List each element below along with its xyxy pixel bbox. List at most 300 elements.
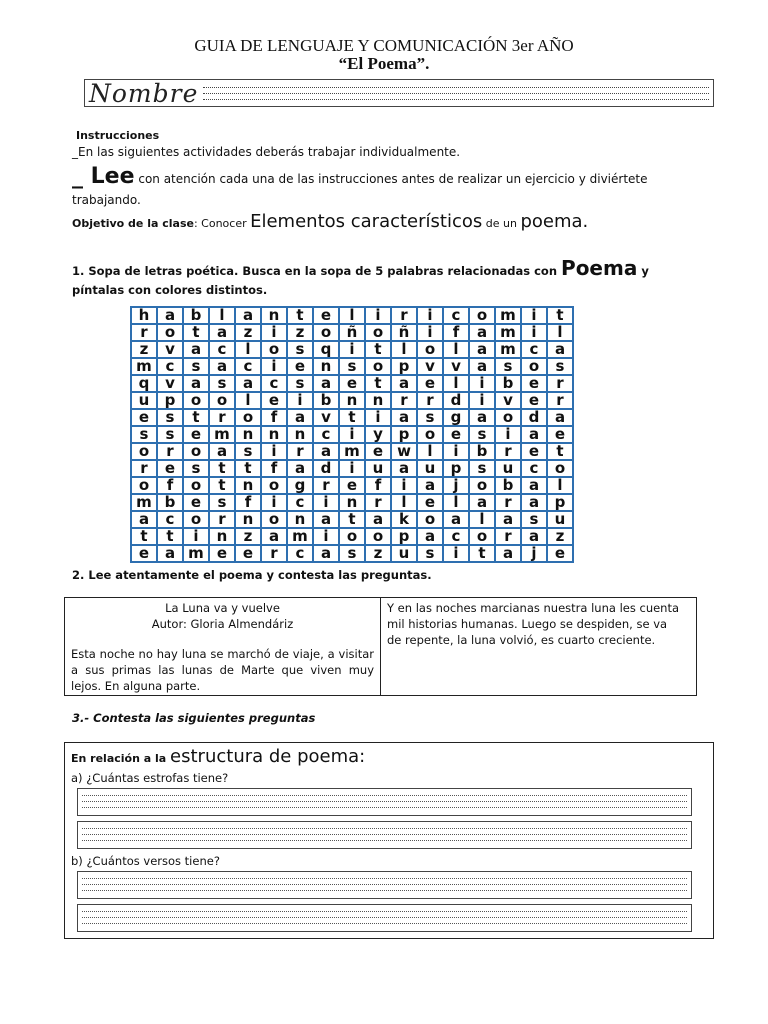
grid-cell[interactable]: s [157,409,183,426]
grid-cell[interactable]: a [469,409,495,426]
grid-cell[interactable]: m [131,358,157,375]
poem-author: Autor: Gloria Almendáriz [151,617,294,631]
grid-cell[interactable]: r [209,409,235,426]
grid-cell[interactable]: r [495,494,521,511]
grid-cell[interactable]: e [521,375,547,392]
grid-cell[interactable]: o [365,528,391,545]
grid-cell[interactable]: n [365,392,391,409]
grid-cell[interactable]: g [287,477,313,494]
grid-cell[interactable]: e [417,375,443,392]
name-label: Nombre [89,79,199,108]
grid-cell[interactable]: a [469,341,495,358]
grid-cell[interactable]: z [287,324,313,341]
grid-cell[interactable]: j [443,477,469,494]
grid-cell[interactable]: m [209,426,235,443]
poem-left-column [65,598,381,695]
grid-cell[interactable]: n [235,511,261,528]
grid-cell[interactable]: o [469,477,495,494]
grid-cell[interactable]: o [313,324,339,341]
grid-cell[interactable]: t [339,409,365,426]
grid-cell[interactable]: a [521,528,547,545]
grid-cell[interactable]: h [131,307,157,324]
grid-cell[interactable]: n [339,392,365,409]
name-field[interactable] [84,79,714,107]
grid-cell[interactable]: d [521,409,547,426]
grid-row [131,545,573,562]
grid-cell[interactable]: t [131,528,157,545]
grid-cell[interactable]: e [131,409,157,426]
grid-cell[interactable]: o [183,511,209,528]
grid-cell[interactable]: e [261,392,287,409]
grid-cell[interactable]: z [131,341,157,358]
grid-cell[interactable]: t [469,545,495,562]
grid-cell[interactable]: s [339,545,365,562]
grid-cell[interactable]: r [391,392,417,409]
grid-cell[interactable]: k [391,511,417,528]
grid-cell[interactable]: n [261,307,287,324]
answer-line [82,795,687,796]
grid-cell[interactable]: e [157,460,183,477]
word-search-grid [130,306,574,563]
answer-line [82,884,687,885]
objective-colon: : Conocer [193,217,251,230]
question-b: b) ¿Cuántos versos tiene? [71,854,220,868]
grid-cell[interactable]: i [391,477,417,494]
lee-word: _ Lee [72,164,135,189]
grid-cell[interactable]: e [131,545,157,562]
grid-cell[interactable]: l [443,494,469,511]
answer-b-field-1[interactable] [77,871,692,899]
grid-cell[interactable]: i [313,494,339,511]
grid-row [131,477,573,494]
grid-cell[interactable]: s [521,511,547,528]
grid-cell[interactable]: s [235,443,261,460]
grid-cell[interactable]: n [287,426,313,443]
grid-cell[interactable]: i [443,545,469,562]
grid-cell[interactable]: s [209,375,235,392]
grid-cell[interactable]: s [287,375,313,392]
grid-cell[interactable]: a [417,477,443,494]
grid-cell[interactable]: c [443,307,469,324]
grid-cell[interactable]: t [183,409,209,426]
grid-cell[interactable]: e [183,494,209,511]
grid-cell[interactable]: s [339,358,365,375]
grid-cell[interactable]: a [547,409,573,426]
grid-cell[interactable]: o [495,409,521,426]
grid-cell[interactable]: t [547,443,573,460]
grid-cell[interactable]: e [547,545,573,562]
grid-cell[interactable]: g [443,409,469,426]
grid-cell[interactable]: n [235,426,261,443]
grid-cell[interactable]: j [521,545,547,562]
grid-cell[interactable]: z [235,324,261,341]
grid-cell[interactable]: r [157,443,183,460]
grid-cell[interactable]: t [209,477,235,494]
grid-cell[interactable]: d [313,460,339,477]
grid-cell[interactable]: i [469,375,495,392]
answer-a-field-1[interactable] [77,788,692,816]
grid-cell[interactable]: c [287,545,313,562]
grid-cell[interactable]: o [261,511,287,528]
objective-label: Objetivo de la clase [72,217,194,230]
task2-heading: 2. Lee atentamente el poema y contesta las preguntas. [72,568,432,582]
grid-cell[interactable]: a [183,375,209,392]
grid-cell[interactable]: e [209,545,235,562]
grid-cell[interactable]: v [157,375,183,392]
grid-cell[interactable]: c [209,341,235,358]
grid-cell[interactable]: s [547,358,573,375]
grid-cell[interactable]: t [209,460,235,477]
answer-line [82,890,687,891]
grid-cell[interactable]: s [417,409,443,426]
grid-cell[interactable]: q [313,341,339,358]
grid-cell[interactable]: l [209,307,235,324]
grid-cell[interactable]: o [131,443,157,460]
grid-row [131,307,573,324]
grid-cell[interactable]: t [287,307,313,324]
grid-cell[interactable]: a [313,511,339,528]
grid-cell[interactable]: r [261,545,287,562]
grid-cell[interactable]: i [287,392,313,409]
grid-cell[interactable]: a [235,375,261,392]
grid-cell[interactable]: l [235,392,261,409]
answer-line [82,801,687,802]
grid-cell[interactable]: i [365,307,391,324]
grid-cell[interactable]: n [287,511,313,528]
name-writing-line [203,93,709,94]
grid-cell[interactable]: a [391,409,417,426]
objective-line [72,211,588,232]
grid-cell[interactable]: e [287,358,313,375]
grid-cell[interactable]: a [209,443,235,460]
task1-big-word: Poema [561,256,638,280]
grid-cell[interactable]: a [313,375,339,392]
grid-cell[interactable]: a [417,528,443,545]
grid-cell[interactable]: l [469,511,495,528]
grid-cell[interactable]: o [417,426,443,443]
grid-cell[interactable]: o [183,443,209,460]
grid-cell[interactable]: v [495,392,521,409]
grid-cell[interactable]: i [261,443,287,460]
grid-cell[interactable]: o [261,341,287,358]
grid-cell[interactable]: f [365,477,391,494]
grid-cell[interactable]: c [157,358,183,375]
grid-cell[interactable]: r [131,460,157,477]
grid-cell[interactable]: a [469,494,495,511]
grid-cell[interactable]: i [521,307,547,324]
grid-cell[interactable]: z [365,545,391,562]
grid-cell[interactable]: i [261,358,287,375]
answer-line [82,807,687,808]
grid-cell[interactable]: i [261,324,287,341]
question-a: a) ¿Cuántas estrofas tiene? [71,771,229,785]
grid-cell[interactable]: r [547,375,573,392]
grid-cell[interactable]: n [235,477,261,494]
grid-cell[interactable]: u [131,392,157,409]
grid-cell[interactable]: y [365,426,391,443]
grid-cell[interactable]: o [339,528,365,545]
grid-cell[interactable]: a [391,460,417,477]
grid-cell[interactable]: e [235,545,261,562]
grid-cell[interactable]: r [495,443,521,460]
grid-cell[interactable]: i [339,460,365,477]
grid-cell[interactable]: e [521,392,547,409]
grid-cell[interactable]: r [547,392,573,409]
grid-cell[interactable]: r [365,494,391,511]
grid-cell[interactable]: a [287,460,313,477]
grid-cell[interactable]: u [547,511,573,528]
grid-cell[interactable]: f [235,494,261,511]
grid-cell[interactable]: l [235,341,261,358]
grid-cell[interactable]: o [209,392,235,409]
grid-cell[interactable]: o [469,528,495,545]
grid-cell[interactable]: f [261,460,287,477]
grid-cell[interactable]: s [183,358,209,375]
grid-cell[interactable]: ñ [339,324,365,341]
grid-cell[interactable]: e [183,426,209,443]
answer-line [82,834,687,835]
grid-cell[interactable]: n [261,426,287,443]
grid-cell[interactable]: i [261,494,287,511]
grid-cell[interactable]: s [183,460,209,477]
grid-cell[interactable]: m [183,545,209,562]
grid-cell[interactable]: a [261,528,287,545]
grid-cell[interactable]: f [443,324,469,341]
grid-cell[interactable]: s [495,358,521,375]
grid-cell[interactable]: i [339,341,365,358]
grid-cell[interactable]: i [417,307,443,324]
grid-cell[interactable]: a [183,341,209,358]
grid-cell[interactable]: v [313,409,339,426]
grid-cell[interactable]: q [131,375,157,392]
poem-right-column [381,598,691,695]
grid-cell[interactable]: e [521,443,547,460]
grid-cell[interactable]: r [313,477,339,494]
grid-cell[interactable]: v [417,358,443,375]
grid-cell[interactable]: o [365,358,391,375]
grid-cell[interactable]: e [365,443,391,460]
grid-cell[interactable]: i [183,528,209,545]
grid-cell[interactable]: s [287,341,313,358]
grid-cell[interactable]: l [443,375,469,392]
grid-cell[interactable]: r [495,528,521,545]
grid-cell[interactable]: c [157,511,183,528]
grid-cell[interactable]: a [495,511,521,528]
grid-cell[interactable]: b [157,494,183,511]
grid-cell[interactable]: a [209,324,235,341]
grid-cell[interactable]: o [183,392,209,409]
grid-cell[interactable]: m [287,528,313,545]
grid-cell[interactable]: o [469,307,495,324]
grid-cell[interactable]: n [313,358,339,375]
grid-cell[interactable]: a [547,341,573,358]
grid-cell[interactable]: w [391,443,417,460]
grid-cell[interactable]: z [235,528,261,545]
objective-mid: de un [482,217,521,230]
grid-cell[interactable]: c [313,426,339,443]
grid-cell[interactable]: m [131,494,157,511]
grid-cell[interactable]: c [521,341,547,358]
grid-cell[interactable]: s [131,426,157,443]
grid-cell[interactable]: a [495,545,521,562]
grid-cell[interactable]: i [417,324,443,341]
grid-cell[interactable]: f [261,409,287,426]
task3-heading: 3.- Contesta las siguientes preguntas [72,711,316,725]
poem-title: La Luna va y vuelve [165,601,280,615]
grid-cell[interactable]: b [495,375,521,392]
grid-cell[interactable]: t [157,528,183,545]
grid-cell[interactable]: e [417,494,443,511]
structure-intro [71,746,365,767]
grid-row [131,426,573,443]
grid-cell[interactable]: m [495,307,521,324]
grid-cell[interactable]: e [339,375,365,392]
grid-cell[interactable]: o [417,511,443,528]
grid-cell[interactable]: s [157,426,183,443]
grid-cell[interactable]: p [391,426,417,443]
grid-cell[interactable]: ñ [391,324,417,341]
grid-cell[interactable]: a [235,307,261,324]
grid-cell[interactable]: a [521,477,547,494]
grid-cell[interactable]: n [339,494,365,511]
grid-cell[interactable]: u [391,545,417,562]
grid-cell[interactable]: a [391,375,417,392]
grid-cell[interactable]: a [157,307,183,324]
answer-a-field-2[interactable] [77,821,692,849]
grid-row [131,528,573,545]
grid-cell[interactable]: e [313,307,339,324]
grid-cell[interactable]: a [521,426,547,443]
grid-cell[interactable]: c [443,528,469,545]
grid-cell[interactable]: b [183,307,209,324]
grid-cell[interactable]: b [313,392,339,409]
grid-cell[interactable]: d [443,392,469,409]
grid-cell[interactable]: i [313,528,339,545]
grid-cell[interactable]: a [443,511,469,528]
grid-cell[interactable]: r [417,392,443,409]
grid-cell[interactable]: l [339,307,365,324]
grid-cell[interactable]: c [261,375,287,392]
grid-cell[interactable]: b [469,443,495,460]
grid-cell[interactable]: a [157,545,183,562]
grid-cell[interactable]: a [521,494,547,511]
grid-cell[interactable]: s [469,460,495,477]
grid-cell[interactable]: s [469,426,495,443]
grid-cell[interactable]: l [417,443,443,460]
grid-cell[interactable]: t [183,324,209,341]
grid-cell[interactable]: u [365,460,391,477]
grid-cell[interactable]: o [365,324,391,341]
grid-row [131,324,573,341]
grid-cell[interactable]: o [157,324,183,341]
task1-instruction [72,256,712,280]
grid-cell[interactable]: t [235,460,261,477]
grid-cell[interactable]: t [547,307,573,324]
grid-cell[interactable]: t [365,341,391,358]
grid-cell[interactable]: l [391,494,417,511]
grid-cell[interactable]: m [495,324,521,341]
grid-cell[interactable]: i [443,443,469,460]
grid-cell[interactable]: m [339,443,365,460]
grid-cell[interactable]: o [235,409,261,426]
grid-cell[interactable]: p [391,358,417,375]
grid-cell[interactable]: c [287,494,313,511]
task1-instruction-cont: píntalas con colores distintos. [72,283,268,297]
grid-cell[interactable]: o [131,477,157,494]
grid-cell[interactable]: i [365,409,391,426]
grid-cell[interactable]: u [495,460,521,477]
grid-cell[interactable]: a [469,324,495,341]
grid-cell[interactable]: a [209,358,235,375]
grid-row [131,460,573,477]
grid-cell[interactable]: a [313,443,339,460]
lee-instruction [72,164,712,189]
grid-cell[interactable]: r [209,511,235,528]
grid-cell[interactable]: a [287,409,313,426]
grid-cell[interactable]: l [547,477,573,494]
grid-cell[interactable]: r [287,443,313,460]
grid-cell[interactable]: s [209,494,235,511]
grid-cell[interactable]: l [443,341,469,358]
grid-cell[interactable]: t [365,375,391,392]
answer-line [82,917,687,918]
poem-box [64,597,697,696]
name-writing-line [203,87,709,88]
grid-cell[interactable]: o [417,341,443,358]
grid-cell[interactable]: i [339,426,365,443]
grid-cell[interactable]: c [521,460,547,477]
grid-cell[interactable]: o [547,460,573,477]
grid-cell[interactable]: i [521,324,547,341]
grid-cell[interactable]: p [443,460,469,477]
grid-cell[interactable]: e [339,477,365,494]
grid-cell[interactable]: i [495,426,521,443]
grid-cell[interactable]: i [469,392,495,409]
grid-cell[interactable]: n [209,528,235,545]
grid-cell[interactable]: p [157,392,183,409]
grid-cell[interactable]: v [157,341,183,358]
task1-text-a: 1. Sopa de letras poética. Busca en la sopa de 5 palabras relacionadas con [72,264,562,278]
grid-cell[interactable]: r [131,324,157,341]
grid-cell[interactable]: f [157,477,183,494]
lee-text: con atención cada una de las instrucciones antes de realizar un ejercicio y diviértete [134,172,648,186]
grid-cell[interactable]: a [469,358,495,375]
grid-cell[interactable]: o [183,477,209,494]
grid-cell[interactable]: a [313,545,339,562]
grid-cell[interactable]: t [339,511,365,528]
grid-cell[interactable]: a [365,511,391,528]
grid-row [131,409,573,426]
grid-cell[interactable]: o [261,477,287,494]
grid-cell[interactable]: p [391,528,417,545]
grid-cell[interactable]: l [391,341,417,358]
grid-cell[interactable]: s [417,545,443,562]
grid-cell[interactable]: r [391,307,417,324]
grid-cell[interactable]: z [547,528,573,545]
answer-b-field-2[interactable] [77,904,692,932]
grid-cell[interactable]: e [443,426,469,443]
grid-cell[interactable]: c [235,358,261,375]
grid-cell[interactable]: m [495,341,521,358]
grid-cell[interactable]: b [495,477,521,494]
grid-cell[interactable]: a [131,511,157,528]
grid-cell[interactable]: p [547,494,573,511]
grid-cell[interactable]: e [547,426,573,443]
grid-cell[interactable]: o [521,358,547,375]
grid-cell[interactable]: v [443,358,469,375]
grid-cell[interactable]: l [547,324,573,341]
grid-cell[interactable]: u [417,460,443,477]
